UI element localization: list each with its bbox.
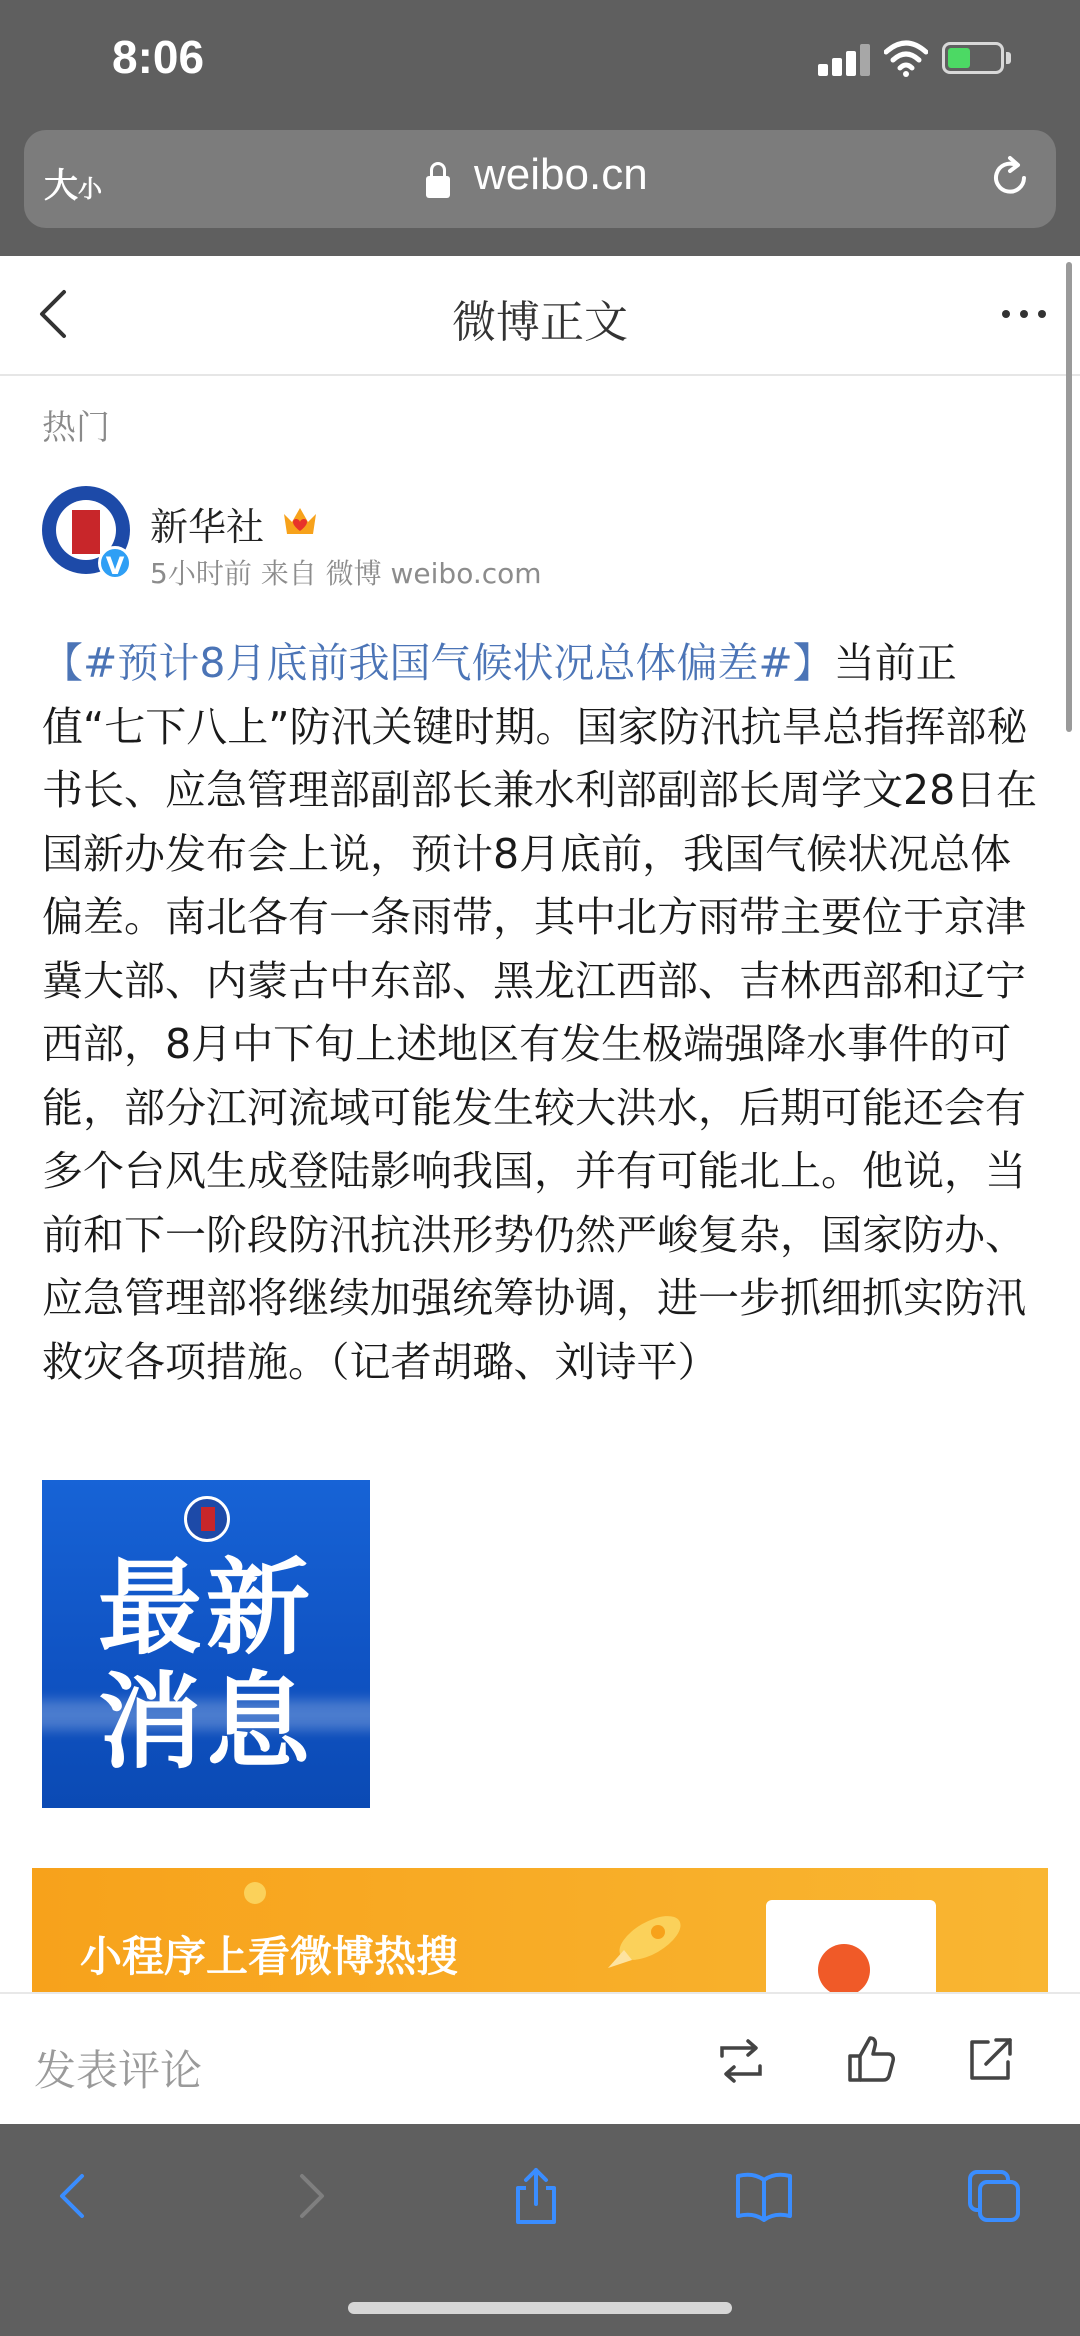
bookmarks-icon[interactable] xyxy=(734,2166,794,2226)
status-bar xyxy=(0,0,1080,120)
mini-program-banner[interactable] xyxy=(32,1868,1048,1992)
more-icon[interactable] xyxy=(1000,304,1048,324)
text-size-button[interactable]: 大小 xyxy=(44,166,102,206)
section-label: 热门 xyxy=(42,408,110,448)
signal-icon xyxy=(818,44,874,76)
comment-bar xyxy=(0,1992,1080,2126)
author-name[interactable]: 新华社 xyxy=(150,505,265,549)
like-icon[interactable] xyxy=(844,2032,898,2086)
tabs-icon[interactable] xyxy=(964,2166,1024,2226)
lock-icon xyxy=(426,176,450,198)
share-icon[interactable] xyxy=(964,2032,1018,2086)
rocket-icon xyxy=(588,1898,698,1988)
comment-input[interactable]: 发表评论 xyxy=(34,2046,203,2095)
wifi-icon xyxy=(884,38,928,78)
page-title: 微博正文 xyxy=(452,297,628,348)
url-domain[interactable]: weibo.cn xyxy=(474,150,648,199)
browser-chrome xyxy=(0,0,1080,256)
page-header xyxy=(0,256,1080,376)
battery-icon xyxy=(942,42,1004,74)
status-time: 8:06 xyxy=(112,31,205,83)
post-image[interactable] xyxy=(42,1480,370,1808)
address-bar[interactable] xyxy=(24,130,1056,228)
safari-share-icon[interactable] xyxy=(506,2166,566,2226)
battery-tip xyxy=(1006,52,1011,64)
verified-icon: V xyxy=(98,546,132,580)
home-indicator[interactable] xyxy=(348,2302,732,2314)
safari-back-icon[interactable] xyxy=(44,2166,104,2226)
image-logo xyxy=(184,1496,230,1542)
post-meta: 5小时前 来自 微博 weibo.com xyxy=(150,557,542,590)
repost-icon[interactable] xyxy=(714,2036,768,2086)
vip-icon[interactable] xyxy=(280,500,320,540)
reload-icon[interactable] xyxy=(986,154,1034,202)
banner-text: 小程序上看微博热搜 xyxy=(80,1932,459,1981)
post-text: 当前正值“七下八上”防汛关键时期。国家防汛抗旱总指挥部秘书长、应急管理部副部长兼水利部副部长周学文28日在国新办发布会上说，预计8月底前，我国气候状况总体偏差。南北各有一条雨带，其中北方雨带主要位于京津冀大部、内蒙古中东部、黑龙江西部、吉林西部和辽宁西部，8月中下旬上述地区有发生极端强降水事件的可能，部分江河流域可能发生较大洪水，后期可能还会有多个台风生成登陆影响我国，并有可能北上。他说，当前和下一阶段防汛抗洪形势仍然严峻复杂，国家防办、应急管理部将继续加强统筹协调，进一步抓细抓实防汛救灾各项措施。（记者胡璐、刘诗平） xyxy=(42,639,1038,1386)
post-body xyxy=(42,632,1042,1394)
image-text-line2: 消息 xyxy=(97,1661,314,1783)
scrollbar[interactable] xyxy=(1066,262,1072,732)
qr-code[interactable] xyxy=(766,1900,936,1992)
hashtag-link[interactable]: 【#预计8月底前我国气候状况总体偏差#】 xyxy=(42,639,834,687)
safari-forward-icon[interactable] xyxy=(280,2166,340,2226)
image-text-line1: 最新 xyxy=(97,1547,314,1669)
